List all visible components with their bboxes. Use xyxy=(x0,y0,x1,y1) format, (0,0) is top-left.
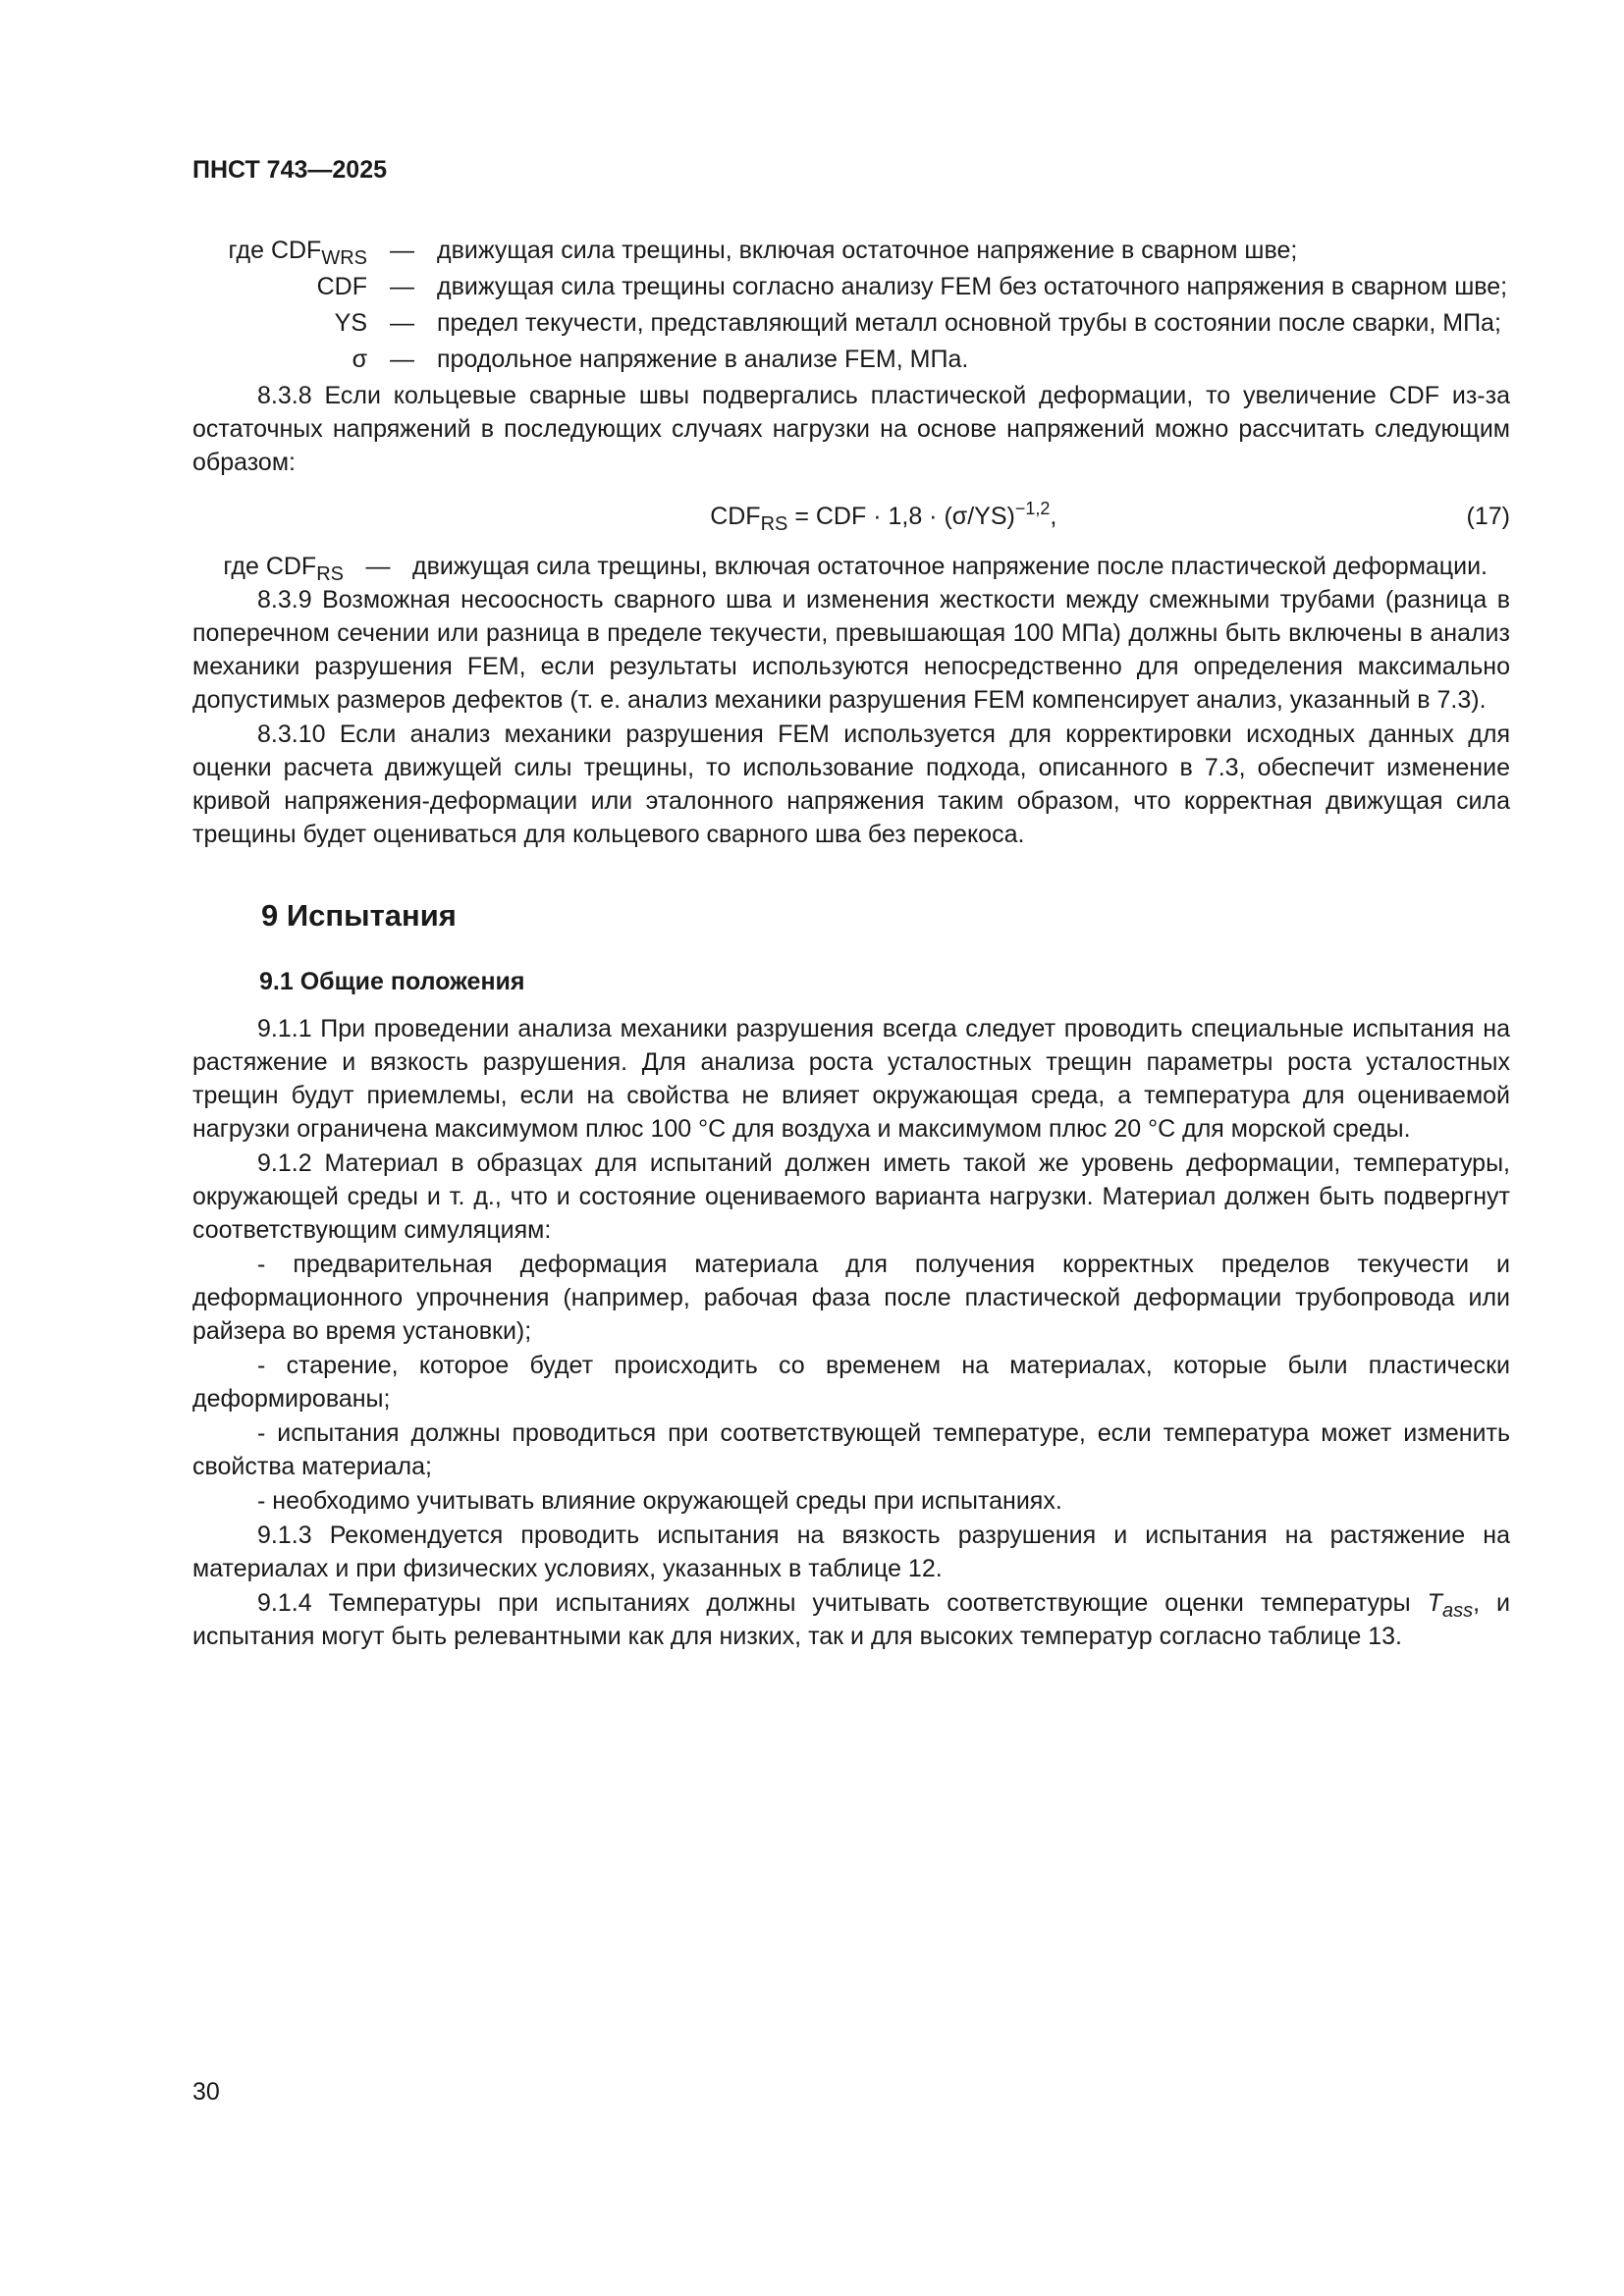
definition-text: предел текучести, представляющий металл основной трубы в состоянии после сварки, МПа; xyxy=(437,309,1501,337)
formula-17 xyxy=(192,491,1510,542)
paragraph-9-1-1: 9.1.1 При проведении анализа механики разрушения всегда следует проводить специальные испытания на растяжение и вязкость разрушения. Для анализа роста усталостных трещин параметры роста усталостных трещин будут приемлемы, если на свойства не влияет окружающая среда, а температура для оцениваемой нагрузки ограничена максимумом плюс 100 °С для воздуха и максимумом плюс 20 °С для морской среды. xyxy=(192,1015,1510,1143)
definition-text: движущая сила трещины, включая остаточное напряжение после пластической деформации. xyxy=(412,553,1488,580)
variable-t-ass: $T_{ass}$ xyxy=(1427,1589,1474,1622)
definition-term: σ xyxy=(352,346,367,373)
definitions-list-1 xyxy=(192,234,1510,376)
definition-dash: — xyxy=(390,237,414,264)
definition-dash: — xyxy=(390,309,414,337)
list-item: - старение, которое будет происходить со временем на материалах, которые были пластически деформированы; xyxy=(192,1352,1510,1413)
definition-term: YS xyxy=(334,309,367,337)
definition-dash: — xyxy=(365,553,391,580)
definition-dash: — xyxy=(390,273,414,300)
definition-term: где $CDF_{RS}$ xyxy=(223,553,344,585)
list-item: - предварительная деформация материала для получения корректных пределов текучести и деформационного упрочнения (например, рабочая фаза после пластической деформации трубопровода или райзера во время установки); xyxy=(192,1251,1510,1345)
list-item: - испытания должны проводиться при соответствующей температуре, если температура может изменить свойства материала; xyxy=(192,1419,1510,1480)
subsection-heading-9-1: 9.1 Общие положения xyxy=(259,968,525,995)
definitions-list-2 xyxy=(192,550,1510,583)
formula-expression: $CDF_{RS}$ = CDF · $1,8 \cdot (\sigma/YS)^{-1,2}$, xyxy=(710,499,1057,535)
definition-text: движущая сила трещины, включая остаточное напряжение в сварном шве; xyxy=(437,237,1298,264)
page-number: 30 xyxy=(192,2078,220,2106)
document-id: ПНСТ 743—2025 xyxy=(192,156,387,184)
definition-dash: — xyxy=(390,346,414,373)
definition-row xyxy=(192,234,1510,267)
definition-text: продольное напряжение в анализе FEM, МПа. xyxy=(437,346,969,373)
page-content xyxy=(192,234,1510,1654)
paragraph-9-1-2: 9.1.2 Материал в образцах для испытаний должен иметь такой же уровень деформации, температуры, окружающей среды и т. д., что и состояние оцениваемого варианта нагрузки. Материал должен быть подвергнут соответствующим симуляциям: xyxy=(192,1149,1510,1244)
definition-row xyxy=(192,270,1510,303)
paragraph-9-1-4: 9.1.4 Температуры при испытаниях должны учитывать соответствующие оценки температуры $T_{ass}$, и испытания могут быть релевантными как для низких, так и для высоких температур согласно таблице 13. xyxy=(192,1589,1511,1650)
definition-row xyxy=(192,306,1510,340)
definition-term: где $CDF_{WRS}$ xyxy=(228,237,367,269)
paragraph-9-1-3: 9.1.3 Рекомендуется проводить испытания на вязкость разрушения и испытания на растяжение на материалах и при физических условиях, указанных в таблице 12. xyxy=(192,1522,1510,1582)
paragraph-8-3-8: 8.3.8 Если кольцевые сварные швы подвергались пластической деформации, то увеличение CDF из-за остаточных напряжений в последующих случаях нагрузки на основе напряжений можно рассчитать следующим образом: xyxy=(192,382,1510,476)
paragraph-8-3-9: 8.3.9 Возможная несоосность сварного шва и изменения жесткости между смежными трубами (разница в поперечном сечении или разница в пределе текучести, превышающая 100 МПа) должны быть включены в анализ механики разрушения FEM, если результаты используются непосредственно для определения максимально допустимых размеров дефектов (т. е. анализ механики разрушения FEM компенсирует анализ, указанный в 7.3). xyxy=(192,586,1510,714)
definition-row xyxy=(192,550,1510,583)
definition-row xyxy=(192,343,1510,376)
definition-term: CDF xyxy=(316,273,367,300)
definition-text: движущая сила трещины согласно анализу FEM без остаточного напряжения в сварном шве; xyxy=(437,273,1508,300)
paragraph-8-3-10: 8.3.10 Если анализ механики разрушения FEM используется для корректировки исходных данных для оценки расчета движущей силы трещины, то использование подхода, описанного в 7.3, обеспечит изменение кривой напряжения-деформации или эталонного напряжения таким образом, что корректная движущая сила трещины будет оцениваться для кольцевого сварного шва без перекоса. xyxy=(192,721,1510,848)
formula-number: (17) xyxy=(1466,503,1510,530)
list-item: - необходимо учитывать влияние окружающей среды при испытаниях. xyxy=(257,1487,1062,1515)
section-heading-9: 9 Испытания xyxy=(261,898,457,933)
